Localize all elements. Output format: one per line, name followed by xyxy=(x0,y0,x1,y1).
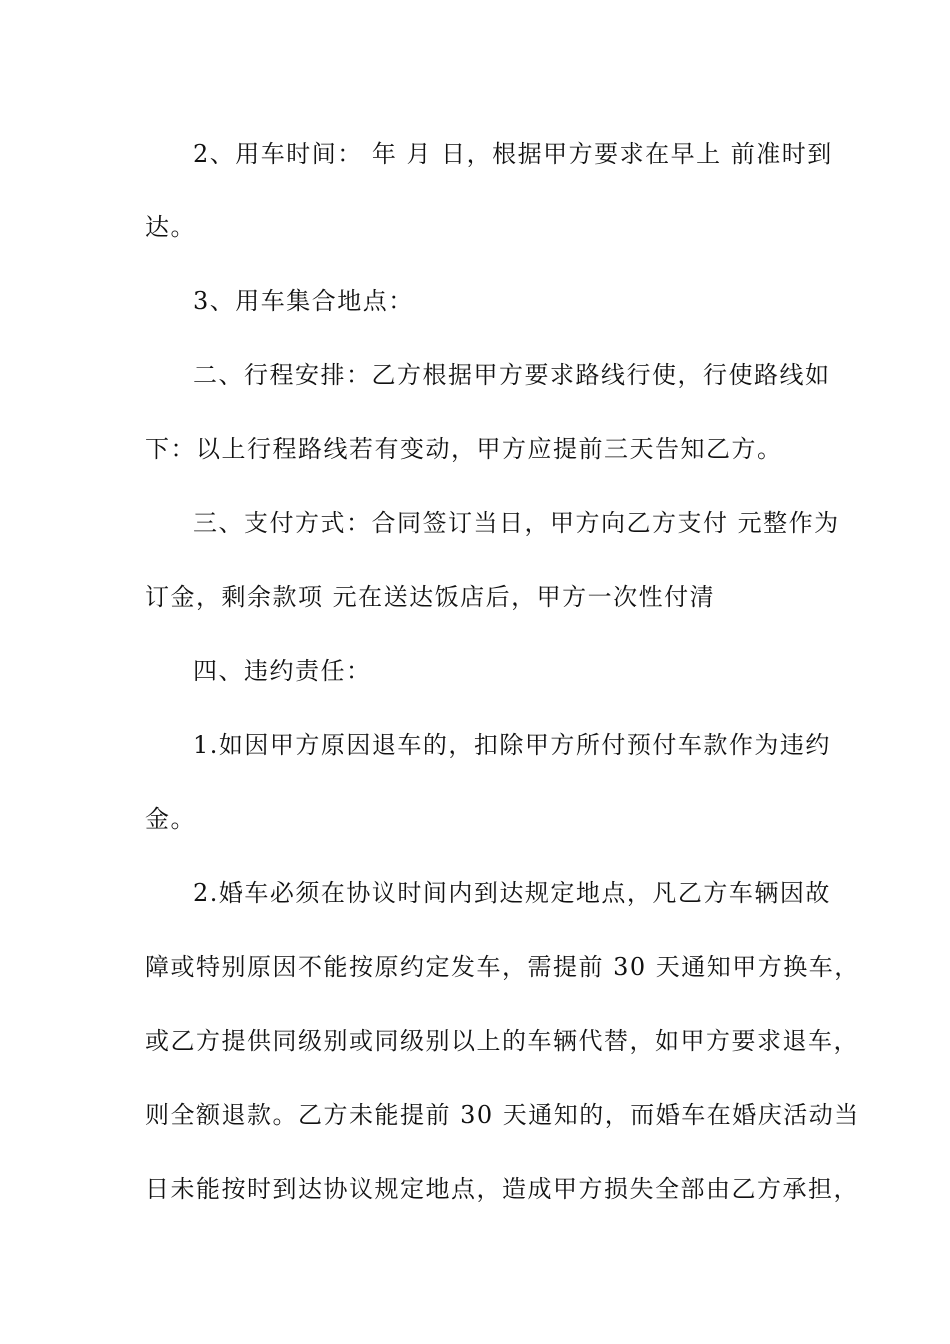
paragraph-line: 达。 xyxy=(145,213,196,241)
paragraph-line: 订金，剩余款项 元在送达饭店后，甲方一次性付清 xyxy=(145,583,716,611)
paragraph-line: 障或特别原因不能按原约定发车，需提前 30 天通知甲方换车， xyxy=(145,953,860,981)
paragraph-line: 3、用车集合地点： xyxy=(193,287,414,315)
paragraph-line: 金。 xyxy=(145,805,196,833)
paragraph-line: 1.如因甲方原因退车的，扣除甲方所付预付车款作为违约 xyxy=(193,731,831,759)
paragraph-line: 或乙方提供同级别或同级别以上的车辆代替，如甲方要求退车， xyxy=(145,1027,859,1055)
paragraph-line: 则全额退款。乙方未能提前 30 天通知的，而婚车在婚庆活动当 xyxy=(145,1101,860,1129)
paragraph-line: 三、支付方式：合同签订当日，甲方向乙方支付 元整作为 xyxy=(193,509,840,537)
paragraph-line: 下：以上行程路线若有变动，甲方应提前三天告知乙方。 xyxy=(145,435,783,463)
paragraph-line: 日未能按时到达协议规定地点，造成甲方损失全部由乙方承担， xyxy=(145,1175,859,1203)
paragraph-line: 二、行程安排：乙方根据甲方要求路线行使，行使路线如 xyxy=(193,361,831,389)
section-heading: 四、违约责任： xyxy=(193,657,372,685)
paragraph-line: 2.婚车必须在协议时间内到达规定地点，凡乙方车辆因故 xyxy=(193,879,831,907)
paragraph-line: 2、用车时间： 年 月 日，根据甲方要求在早上 前准时到 xyxy=(193,140,833,168)
